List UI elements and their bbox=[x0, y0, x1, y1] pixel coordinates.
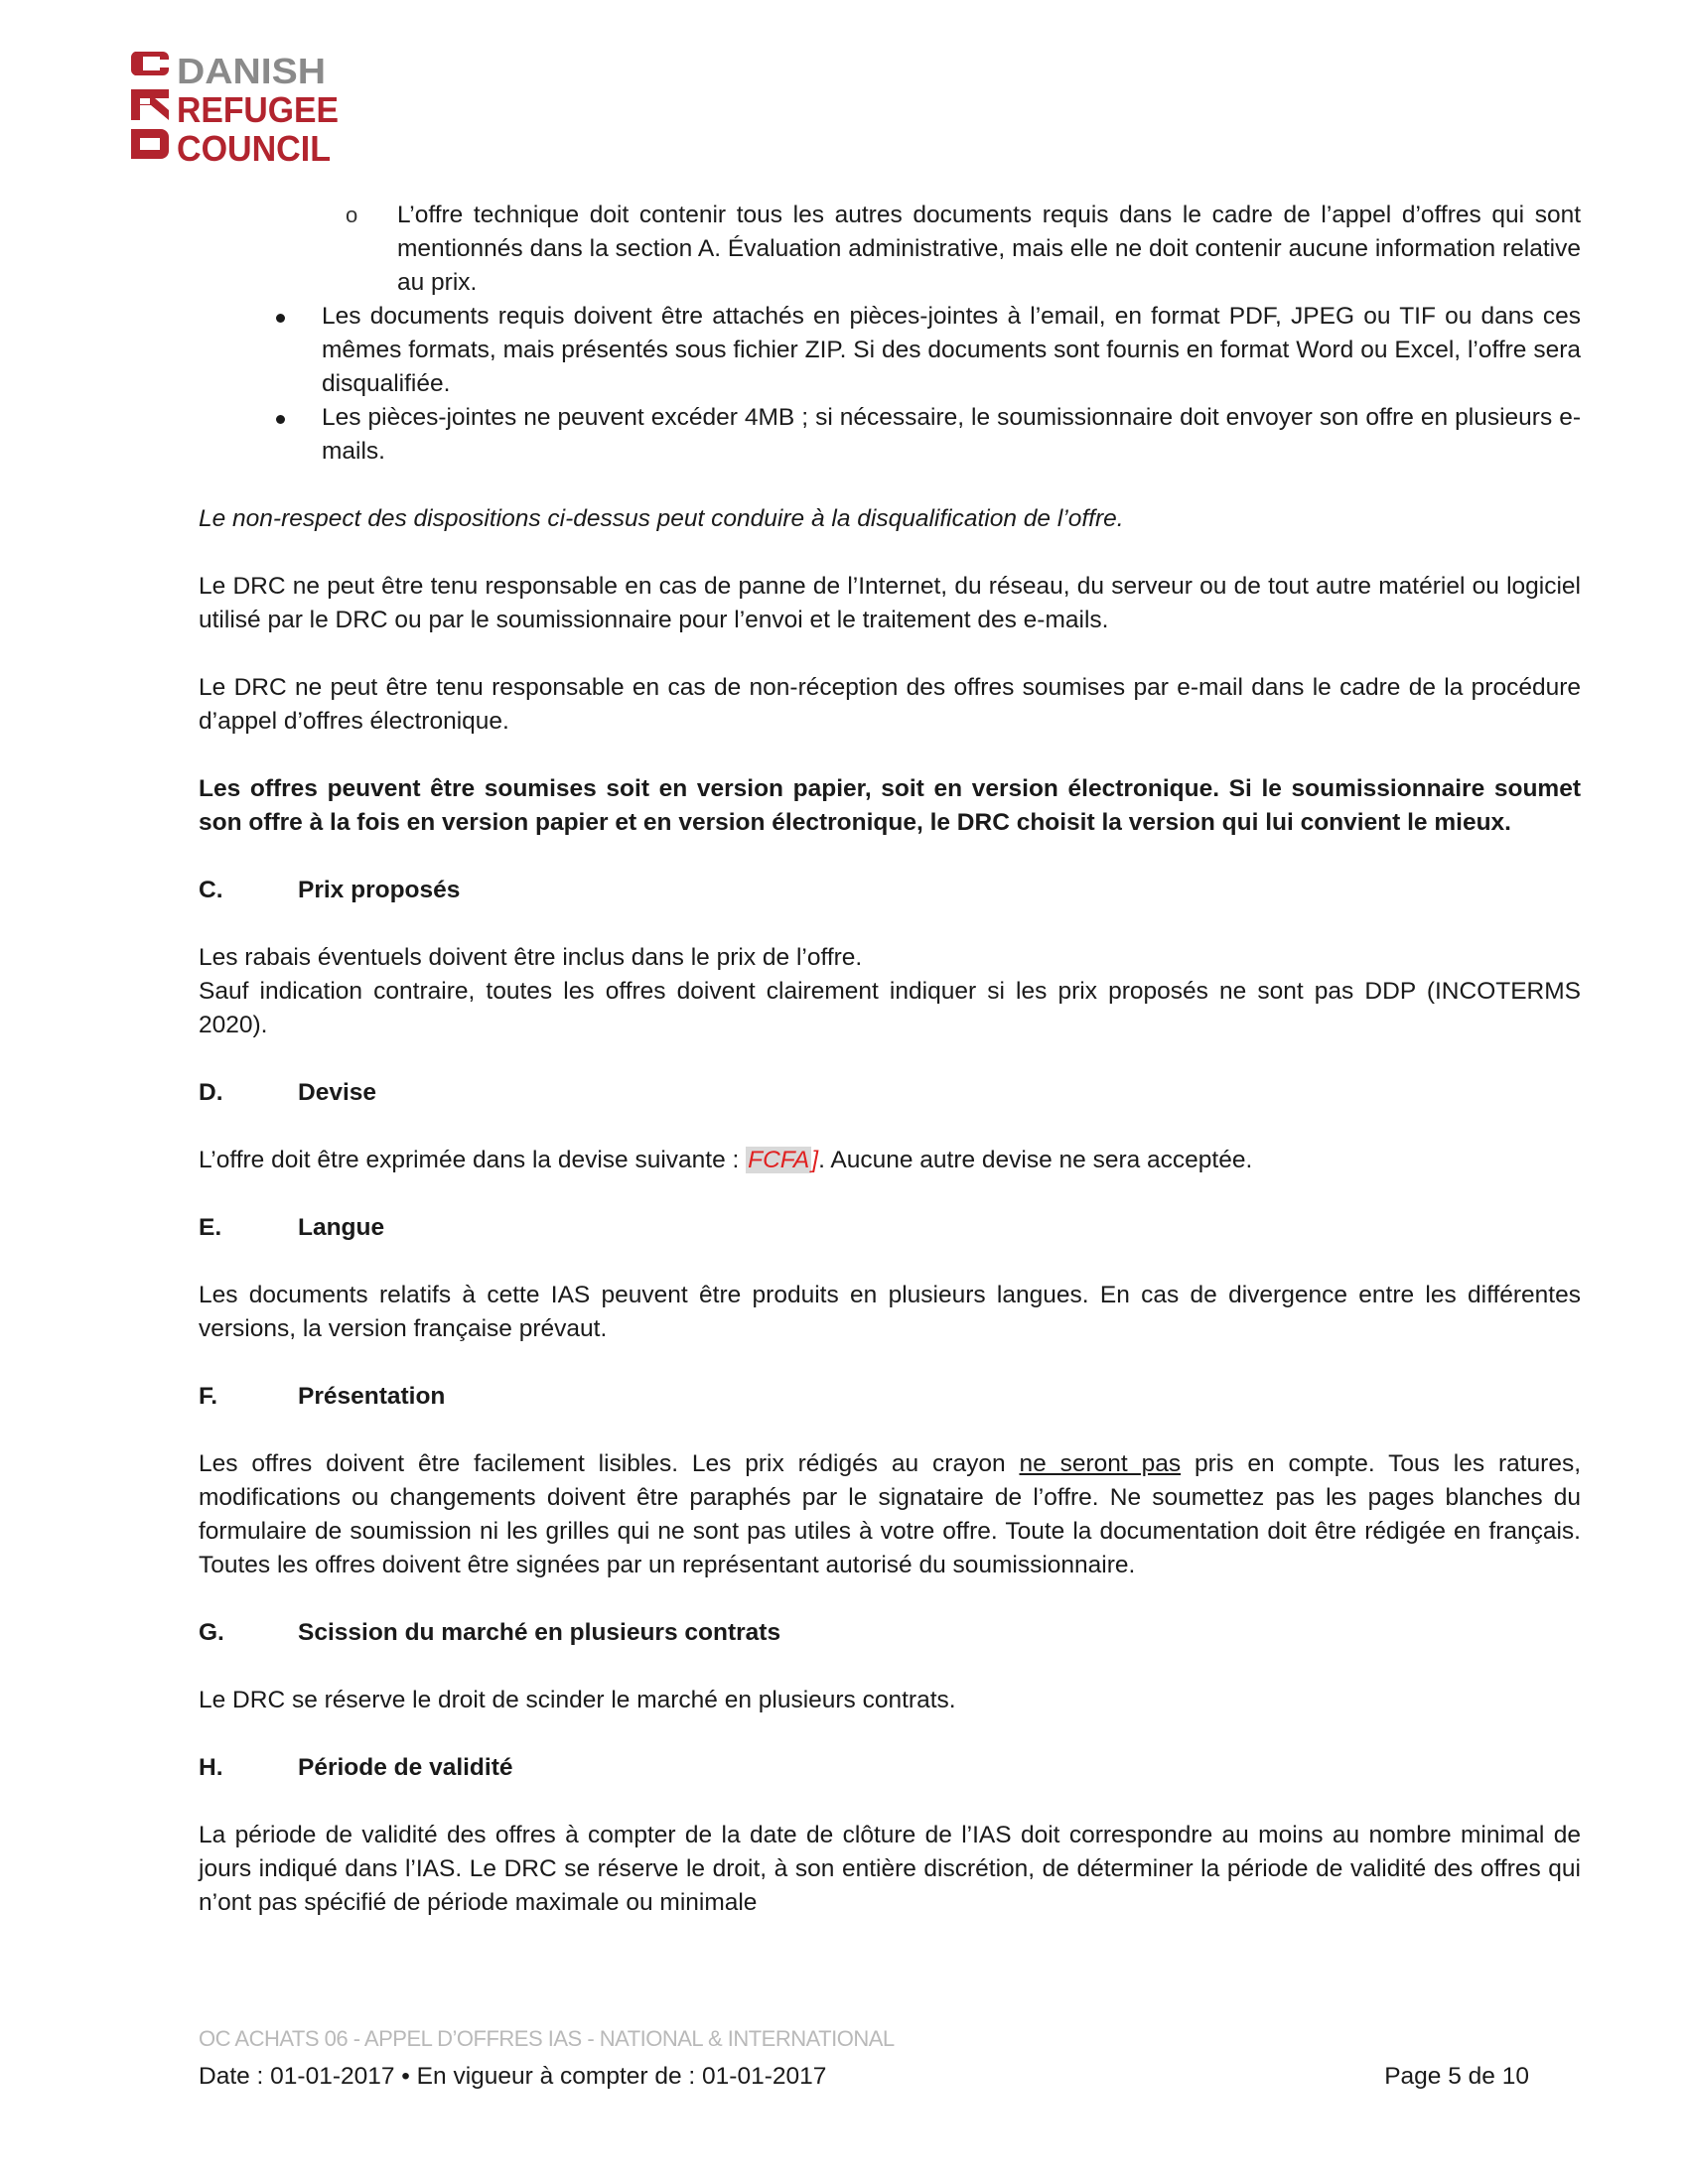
section-heading-h: H. Période de validité bbox=[199, 1754, 513, 1781]
sub-bullet-text: L’offre technique doit contenir tous les autres documents requis dans le cadre de l’appel d’offres qui sont mentionnés dans la section A. Évaluation administrative, mais elle ne doit contenir aucune information relative au prix. bbox=[397, 202, 1581, 296]
internet-liability-paragraph: Le DRC ne peut être tenu responsable en cas de panne de l’Internet, du réseau, du serveur ou de tout autre matériel ou logiciel utilisé par le DRC ou par le soumissionnaire pour l’envoi et le traitement des e-mails. bbox=[199, 573, 1581, 633]
contract-split-paragraph: Le DRC se réserve le droit de scinder le marché en plusieurs contrats. bbox=[199, 1687, 956, 1713]
footer bbox=[199, 2063, 1529, 2091]
list-item bbox=[199, 401, 1581, 469]
currency-paragraph: L’offre doit être exprimée dans la devise suivante : FCFA]. Aucune autre devise ne sera acceptée. bbox=[199, 1147, 1253, 1173]
list-item-text: Les pièces-jointes ne peuvent excéder 4MB ; si nécessaire, le soumissionnaire doit envoyer son offre en plusieurs e-mails. bbox=[322, 404, 1581, 465]
validity-paragraph: La période de validité des offres à compter de la date de clôture de l’IAS doit correspondre au moins au nombre minimal de jours indiqué dans l’IAS. Le DRC se réserve le droit, à son entière discrétion, de déterminer la période de validité des offres qui n’ont pas spécifié de période maximale ou minimale bbox=[199, 1822, 1581, 1916]
footer-date: Date : 01-01-2017 • En vigueur à compter de : 01-01-2017 bbox=[199, 2063, 827, 2090]
prices-line-1: Les rabais éventuels doivent être inclus dans le prix de l’offre. bbox=[199, 944, 863, 971]
underlined-phrase: ne seront pas bbox=[1019, 1450, 1182, 1477]
document-body bbox=[199, 199, 1581, 1920]
section-heading-c: C. Prix proposés bbox=[199, 877, 461, 903]
currency-highlight: FCFA bbox=[748, 1147, 810, 1173]
presentation-paragraph: Les offres doivent être facilement lisibles. Les prix rédigés au crayon ne seront pas pris en compte. Tous les ratures, modifications ou changements doivent être paraphés par le signataire de l’offre. Ne soumettez pas les pages blanches du formulaire de soumission ni les grilles qui ne sont pas utiles à votre offre. Toute la documentation doit être rédigée en français. Toutes les offres doivent être signées par un représentant autorisé du soumissionnaire. bbox=[199, 1450, 1582, 1578]
list-item bbox=[199, 300, 1581, 401]
logo-word-refugee: REFUGEE bbox=[177, 89, 339, 130]
bullet-icon bbox=[276, 314, 285, 323]
sub-bullet-item bbox=[199, 199, 1581, 300]
logo-word-danish: DANISH bbox=[177, 51, 326, 91]
section-heading-f: F. Présentation bbox=[199, 1383, 446, 1410]
bullet-list bbox=[199, 300, 1581, 469]
non-respect-note: Le non-respect des dispositions ci-dessus peut conduire à la disqualification de l’offre. bbox=[199, 505, 1124, 532]
footer-document-title: OC ACHATS 06 - APPEL D’OFFRES IAS - NATIONAL & INTERNATIONAL bbox=[199, 2026, 895, 2051]
language-paragraph: Les documents relatifs à cette IAS peuvent être produits en plusieurs langues. En cas de divergence entre les différentes versions, la version française prévaut. bbox=[199, 1282, 1581, 1342]
drc-logo bbox=[131, 50, 340, 167]
list-item-text: Les documents requis doivent être attachés en pièces-jointes à l’email, en format PDF, JPEG ou TIF ou dans ces mêmes formats, mais présentés sous fichier ZIP. Si des documents sont fournis en format Word ou Excel, l’offre sera disqualifiée. bbox=[322, 303, 1581, 397]
section-heading-g: G. Scission du marché en plusieurs contrats bbox=[199, 1619, 781, 1646]
non-reception-paragraph: Le DRC ne peut être tenu responsable en cas de non-réception des offres soumises par e-mail dans le cadre de la procédure d’appel d’offres électronique. bbox=[199, 674, 1581, 735]
prices-line-2: Sauf indication contraire, toutes les offres doivent clairement indiquer si les prix proposés ne sont pas DDP (INCOTERMS 2020). bbox=[199, 978, 1581, 1038]
drc-logo-mark bbox=[131, 50, 340, 167]
logo-word-council: COUNCIL bbox=[177, 128, 331, 167]
section-heading-d: D. Devise bbox=[199, 1079, 377, 1106]
submission-version-paragraph: Les offres peuvent être soumises soit en version papier, soit en version électronique. Si le soumissionnaire soumet son offre à la fois en version papier et en version électronique, le DRC choisit la version qui lui convient le mieux. bbox=[199, 775, 1581, 836]
footer-page-number: Page 5 de 10 bbox=[1384, 2063, 1529, 2090]
hollow-bullet-icon: o bbox=[346, 203, 358, 227]
bullet-icon bbox=[276, 415, 285, 424]
section-heading-e: E. Langue bbox=[199, 1214, 385, 1241]
